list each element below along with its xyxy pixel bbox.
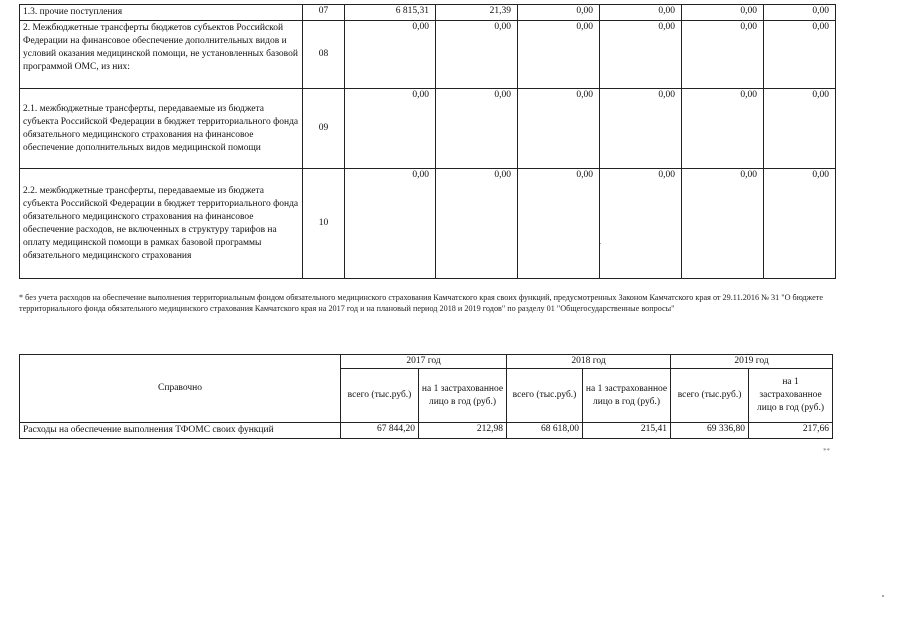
table-row	[20, 423, 833, 439]
row-value: 0,00	[600, 21, 682, 89]
row-value: 0,00	[518, 169, 600, 279]
subheader-per-person: на 1 застрахованное лицо в год (руб.)	[419, 369, 507, 423]
row-value: 67 844,20	[341, 423, 419, 439]
subheader-per-person: на 1 застрахованное лицо в год (руб.)	[583, 369, 671, 423]
subheader-total: всего (тыс.руб.)	[507, 369, 583, 423]
row-value: 0,00	[436, 169, 518, 279]
row-value: 0,00	[764, 5, 836, 21]
year-header: 2018 год	[507, 355, 671, 369]
table-row	[20, 21, 836, 89]
row-value: 0,00	[600, 5, 682, 21]
row-value: 0,00	[518, 21, 600, 89]
subheader-total: всего (тыс.руб.)	[341, 369, 419, 423]
income-table	[19, 4, 836, 279]
row-value: 0,00	[764, 89, 836, 169]
row-value: 68 618,00	[507, 423, 583, 439]
subheader-per-person: на 1 застрахованное лицо в год (руб.)	[749, 369, 833, 423]
row-value: 0,00	[682, 169, 764, 279]
row-value: 0,00	[682, 21, 764, 89]
row-value: 0,00	[345, 169, 436, 279]
reference-title: Справочно	[20, 355, 341, 423]
row-value: 0,00	[764, 169, 836, 279]
row-description: 2.2. межбюджетные трансферты, передаваемые из бюджета субъекта Российской Федерации в бюджет территориального фонда обязательного медицинского страхования на финансовое обеспечение расходов, не включенных в структуру тарифов на оплату медицинской помощи в рамках базовой программы обязательного медицинского страхования	[20, 169, 303, 279]
row-label: Расходы на обеспечение выполнения ТФОМС своих функций	[20, 423, 341, 439]
row-code: 10	[303, 169, 345, 279]
row-value: 217,66	[749, 423, 833, 439]
row-value: 21,39	[436, 5, 518, 21]
row-value: 0,00	[345, 89, 436, 169]
row-value: 69 336,80	[671, 423, 749, 439]
row-description: 2. Межбюджетные трансферты бюджетов субъектов Российской Федерации на финансовое обеспечение дополнительных видов и условий оказания медицинской помощи, не установленных базовой программой ОМС, из них:	[20, 21, 303, 89]
scan-mark: **	[823, 447, 830, 455]
scan-speck	[600, 243, 601, 244]
row-value: 0,00	[600, 169, 682, 279]
row-value: 0,00	[764, 21, 836, 89]
row-value: 0,00	[518, 5, 600, 21]
table-row	[20, 169, 836, 279]
row-value: 0,00	[436, 21, 518, 89]
row-description: 1.3. прочие поступления	[20, 5, 303, 21]
row-value: 0,00	[345, 21, 436, 89]
year-header: 2019 год	[671, 355, 833, 369]
reference-table	[19, 354, 833, 439]
row-code: 07	[303, 5, 345, 21]
row-value: 0,00	[518, 89, 600, 169]
year-header: 2017 год	[341, 355, 507, 369]
table-row	[20, 5, 836, 21]
year-header-row	[20, 355, 833, 369]
row-description: 2.1. межбюджетные трансферты, передаваемые из бюджета субъекта Российской Федерации в бюджет территориального фонда обязательного медицинского страхования на финансовое обеспечение дополнительных видов медицинской помощи	[20, 89, 303, 169]
row-value: 0,00	[682, 89, 764, 169]
footnote: * без учета расходов на обеспечение выполнения территориальным фондом обязательного медицинского страхования Камчатского края своих функций, предусмотренных Законом Камчатского края от 29.11.2016 № 31 "О бюджете территориального фонда обязательного медицинского страхования Камчатского края на 2017 год и на плановый период 2018 и 2019 годов" по разделу 01 "Общегосударственные вопросы"	[19, 293, 823, 313]
subheader-total: всего (тыс.руб.)	[671, 369, 749, 423]
row-value: 6 815,31	[345, 5, 436, 21]
scan-speck	[882, 595, 884, 597]
row-code: 08	[303, 21, 345, 89]
row-value: 212,98	[419, 423, 507, 439]
row-value: 0,00	[600, 89, 682, 169]
row-code: 09	[303, 89, 345, 169]
row-value: 0,00	[436, 89, 518, 169]
row-value: 0,00	[682, 5, 764, 21]
table-row	[20, 89, 836, 169]
row-value: 215,41	[583, 423, 671, 439]
